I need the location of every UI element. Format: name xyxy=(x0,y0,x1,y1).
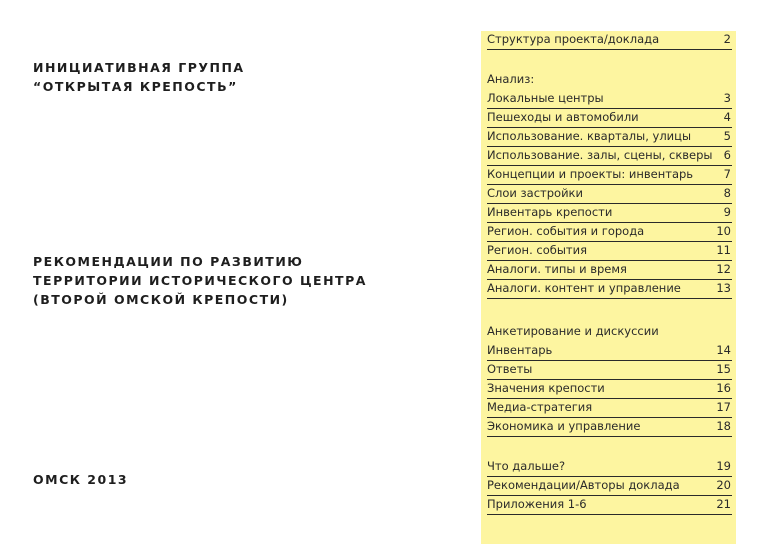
document-title xyxy=(33,252,367,309)
toc-entry-label: Инвентарь xyxy=(487,343,553,357)
toc-entry[interactable] xyxy=(487,477,732,496)
toc-entry-label: Использование. кварталы, улицы xyxy=(487,129,692,143)
toc-entry-page: 11 xyxy=(716,243,731,257)
document-title-line: ТЕРРИТОРИИ ИСТОРИЧЕСКОГО ЦЕНТРА xyxy=(33,273,367,288)
toc-entry-label: Концепции и проекты: инвентарь xyxy=(487,167,694,181)
toc-entry-page: 3 xyxy=(723,91,731,105)
toc-entry-label: Структура проекта/доклада xyxy=(487,32,660,46)
toc-entry-label: Значения крепости xyxy=(487,381,605,395)
toc-entry[interactable] xyxy=(487,496,732,515)
toc-entry-label: Рекомендации/Авторы доклада xyxy=(487,478,680,492)
toc-entry-page: 16 xyxy=(716,381,731,395)
toc-entry-page: 20 xyxy=(716,478,731,492)
toc-entry-label: Медиа-стратегия xyxy=(487,400,593,414)
toc-entry[interactable] xyxy=(487,361,732,380)
group-title xyxy=(33,58,245,96)
toc-entry[interactable] xyxy=(487,147,732,166)
toc-entry-label: Аналоги. контент и управление xyxy=(487,281,681,295)
toc-entry-page: 4 xyxy=(723,110,731,124)
toc-entry[interactable] xyxy=(487,342,732,361)
toc-entry-page: 9 xyxy=(723,205,731,219)
group-title-line: ИНИЦИАТИВНАЯ ГРУППА xyxy=(33,60,245,75)
toc-entry-page: 14 xyxy=(716,343,731,357)
toc-entry[interactable] xyxy=(487,458,732,477)
toc-entry-page: 10 xyxy=(716,224,731,238)
toc-section-survey: Анкетирование и дискуссии xyxy=(487,324,659,338)
toc-entry-label: Пешеходы и автомобили xyxy=(487,110,639,124)
group-title-line: “ОТКРЫТАЯ КРЕПОСТЬ” xyxy=(33,79,238,94)
city-year: ОМСК 2013 xyxy=(33,472,129,487)
toc-entry[interactable] xyxy=(487,242,732,261)
toc-entry[interactable] xyxy=(487,185,732,204)
document-title-line: РЕКОМЕНДАЦИИ ПО РАЗВИТИЮ xyxy=(33,254,304,269)
toc-entry-page: 15 xyxy=(716,362,731,376)
toc-entry-page: 2 xyxy=(723,32,731,46)
toc-entry[interactable] xyxy=(487,399,732,418)
toc-entry[interactable] xyxy=(487,223,732,242)
toc-entry-label: Регион. события xyxy=(487,243,588,257)
toc-entry-page: 18 xyxy=(716,419,731,433)
toc-entry[interactable] xyxy=(487,90,732,109)
toc-entry-page: 8 xyxy=(723,186,731,200)
toc-entry-label: Ответы xyxy=(487,362,533,376)
toc-entry[interactable] xyxy=(487,418,732,437)
toc-entry-page: 6 xyxy=(723,148,731,162)
toc-entry-label: Что дальше? xyxy=(487,459,566,473)
toc-entry-page: 12 xyxy=(716,262,731,276)
toc-entry-structure[interactable] xyxy=(487,31,732,50)
toc-entry-page: 19 xyxy=(716,459,731,473)
document-title-line: (ВТОРОЙ ОМСКОЙ КРЕПОСТИ) xyxy=(33,292,289,307)
table-of-contents xyxy=(481,31,736,544)
toc-entry[interactable] xyxy=(487,261,732,280)
toc-entry-label: Экономика и управление xyxy=(487,419,641,433)
toc-entry-page: 7 xyxy=(723,167,731,181)
toc-entry-label: Локальные центры xyxy=(487,91,604,105)
toc-section-analysis: Анализ: xyxy=(487,72,535,86)
toc-entry[interactable] xyxy=(487,166,732,185)
toc-entry-page: 13 xyxy=(716,281,731,295)
toc-entry-page: 17 xyxy=(716,400,731,414)
toc-entry[interactable] xyxy=(487,204,732,223)
toc-entry-label: Приложения 1-6 xyxy=(487,497,587,511)
toc-entry[interactable] xyxy=(487,128,732,147)
toc-entry-page: 5 xyxy=(723,129,731,143)
toc-entry[interactable] xyxy=(487,280,732,299)
toc-entry-label: Инвентарь крепости xyxy=(487,205,613,219)
toc-entry-page: 21 xyxy=(716,497,731,511)
toc-entry[interactable] xyxy=(487,380,732,399)
toc-entry-label: Регион. события и города xyxy=(487,224,645,238)
toc-entry-label: Слои застройки xyxy=(487,186,583,200)
toc-entry-label: Аналоги. типы и время xyxy=(487,262,627,276)
toc-entry[interactable] xyxy=(487,109,732,128)
toc-entry-label: Использование. залы, сцены, скверы xyxy=(487,148,713,162)
